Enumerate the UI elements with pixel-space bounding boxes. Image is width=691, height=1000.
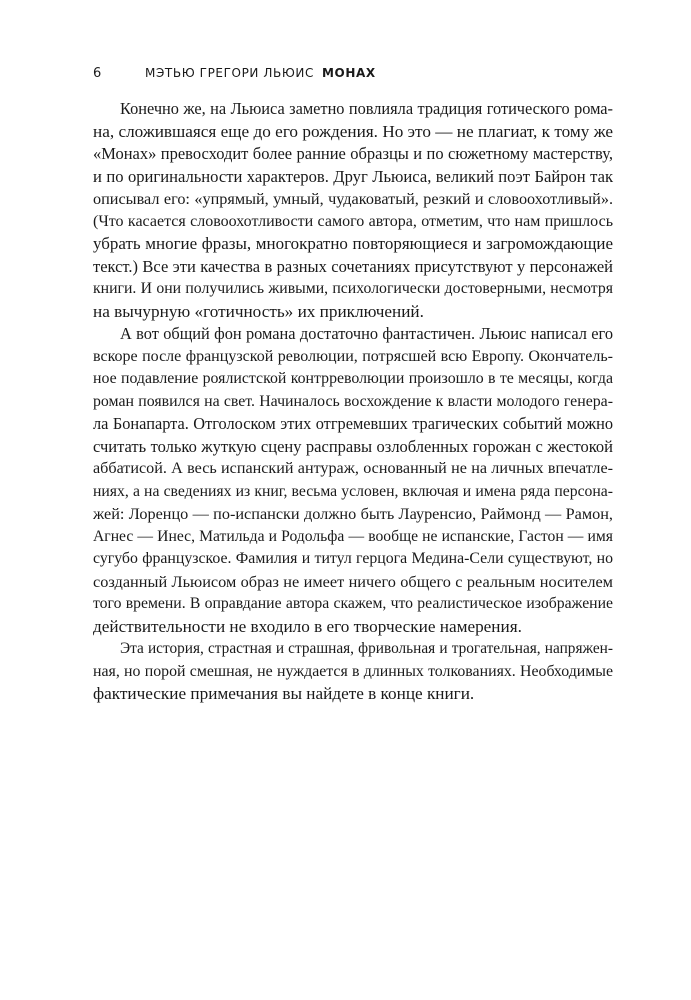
text-line: вскоре после французской революции, потрясшей всю Европу. Окончатель- bbox=[93, 347, 613, 365]
text-line: на, сложившаяся еще до его рождения. Но это — не плагиат, к тому же bbox=[93, 121, 613, 141]
body-text bbox=[93, 98, 613, 706]
text-line: (Что касается словоохотливости самого автора, отметим, что нам пришлось bbox=[93, 212, 613, 230]
text-line: сугубо французское. Фамилия и титул герцога Медина-Сели существуют, но bbox=[93, 550, 613, 567]
text-line: А вот общий фон романа достаточно фантастичен. Льюис написал его bbox=[120, 324, 613, 343]
text-line: ная, но порой смешная, не нуждается в длинных толкованиях. Необходимые bbox=[93, 662, 613, 680]
text-line: ное подавление роялистской контрреволюции произошло в те месяцы, когда bbox=[93, 370, 613, 387]
text-line: Агнес — Инес, Матильда и Родольфа — вообще не испанские, Гастон — имя bbox=[93, 527, 613, 545]
paragraph-1 bbox=[93, 98, 613, 323]
text-line: аббатисой. А весь испанский антураж, основанный не на личных впечатле- bbox=[93, 460, 613, 477]
running-header bbox=[93, 66, 613, 84]
text-line: жей: Лоренцо — по-испански должно быть Лауренсио, Раймонд — Рамон, bbox=[93, 505, 613, 523]
text-line: ниях, а на сведениях из книг, весьма условен, включая и имена ряда персона- bbox=[93, 482, 613, 500]
paragraph-2 bbox=[93, 323, 613, 638]
text-line: на вычурную «готичность» их приключений. bbox=[93, 301, 424, 321]
text-line: созданный Льюисом образ не имеет ничего общего с реальным носителем bbox=[93, 571, 613, 591]
text-line: описывал его: «упрямый, умный, чудаковатый, резкий и словоохотливый». bbox=[93, 190, 613, 208]
text-line: роман появился на свет. Начиналось восхождение к власти молодого генера- bbox=[93, 392, 613, 410]
page-number: 6 bbox=[93, 66, 102, 81]
text-line: ла Бонапарта. Отголоском этих отгремевших трагических событий можно bbox=[93, 414, 613, 433]
text-line: и по оригинальности характеров. Друг Льюиса, великий поэт Байрон так bbox=[93, 166, 613, 186]
text-line: Конечно же, на Льюиса заметно повлияла традиция готического рома- bbox=[120, 99, 613, 118]
text-line: действительности не входило в его творческие намерения. bbox=[93, 616, 522, 636]
running-head-author: МЭТЬЮ ГРЕГОРИ ЛЬЮИС bbox=[145, 66, 314, 80]
text-line: текст.) Все эти качества в разных сочетаниях присутствуют у персонажей bbox=[93, 256, 613, 276]
text-line: Эта история, страстная и страшная, фривольная и трогательная, напряжен- bbox=[120, 640, 613, 657]
text-line: фактические примечания вы найдете в конце книги. bbox=[93, 684, 475, 703]
text-line: «Монах» превосходит более ранние образцы и по сюжетному мастерству, bbox=[93, 144, 613, 163]
paragraph-3 bbox=[93, 638, 613, 706]
text-line: книги. И они получились живыми, психологически достоверными, несмотря bbox=[93, 280, 613, 297]
running-head-title: МОНАХ bbox=[322, 66, 376, 80]
text-line: того времени. В оправдание автора скажем, что реалистическое изображение bbox=[93, 595, 613, 612]
text-line: считать только жуткую сцену расправы озлобленных горожан с жестокой bbox=[93, 436, 613, 456]
text-line: убрать многие фразы, многократно повторяющиеся и загромождающие bbox=[93, 234, 613, 253]
